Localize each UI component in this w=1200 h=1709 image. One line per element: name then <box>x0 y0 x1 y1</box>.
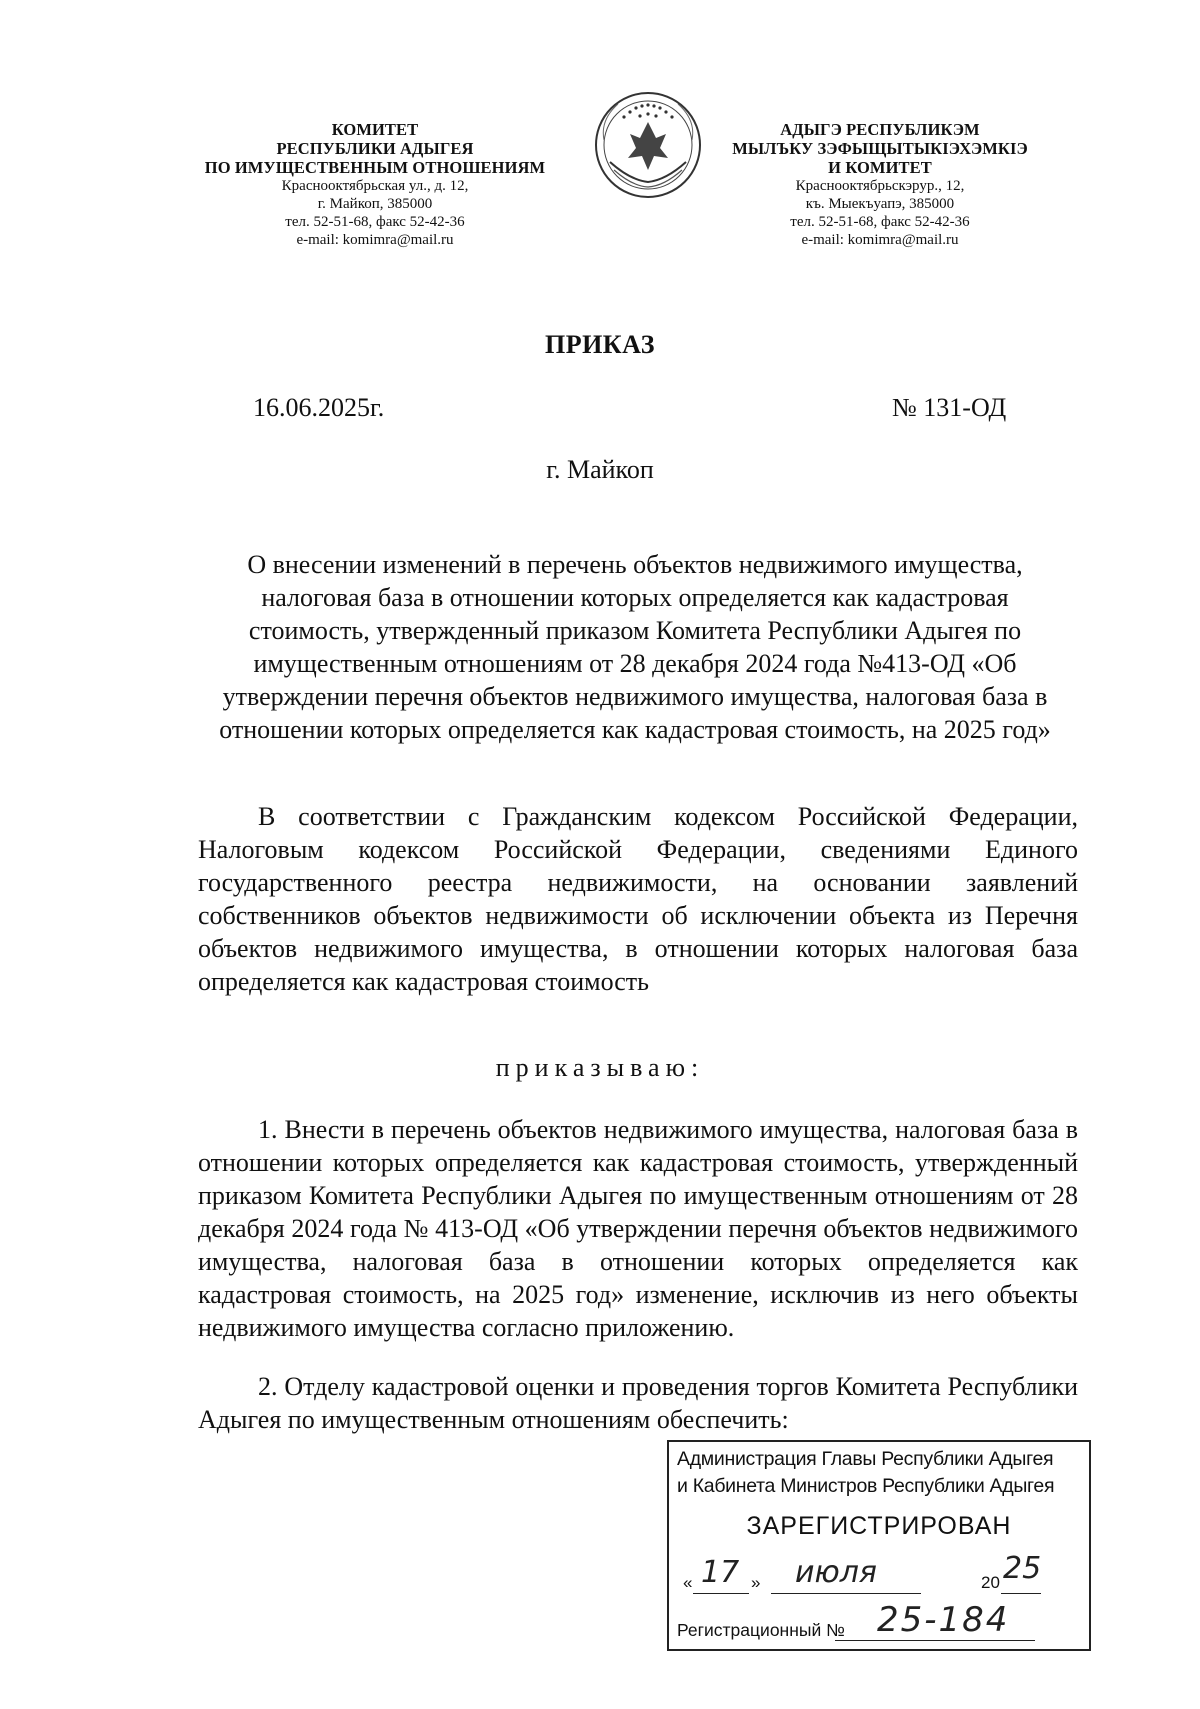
header-left-line2: РЕСПУБЛИКИ АДЫГЕЯ <box>276 139 474 158</box>
registration-stamp <box>667 1440 1091 1651</box>
header-right <box>700 120 1060 249</box>
order-item-1-text: 1. Внести в перечень объектов недвижимого имущества, налоговая база в отношении которых определяется как кадастровая стоимость, утвержденный приказом Комитета Республики Адыгея по имущественным отношениям от 28 декабря 2024 года № 413-ОД «Об утверждении перечня объектов недвижимого имущества, налоговая база в отношении которых определяется как кадастровая стоимость, на 2025 год» изменение, исключив из него объекты недвижимого имущества согласно приложению. <box>198 1115 1078 1342</box>
document-city: г. Майкоп <box>546 455 654 484</box>
header-right-city: къ. Мыекъуапэ, 385000 <box>805 196 955 212</box>
header-left-city: г. Майкоп, 385000 <box>317 196 433 212</box>
subject-line: отношении которых определяется как кадастровая стоимость, на 2025 год» <box>219 715 1051 744</box>
order-item-2-text: 2. Отделу кадастровой оценки и проведения торгов Комитета Республики Адыгея по имущественным отношениям обеспечить: <box>198 1372 1078 1434</box>
stamp-date-line <box>675 1551 1085 1597</box>
document-number: № 131-ОД <box>892 393 1007 422</box>
document-date: 16.06.2025г. <box>253 393 385 422</box>
header-right-email: e-mail: komimra@mail.ru <box>801 232 959 248</box>
stamp-quote-open: « <box>683 1573 693 1592</box>
preamble-paragraph <box>198 800 1078 998</box>
subject-line: О внесении изменений в перечень объектов недвижимого имущества, <box>247 550 1023 579</box>
stamp-year-prefix: 20 <box>981 1573 1000 1592</box>
order-item-1 <box>198 1113 1078 1344</box>
header-right-line1: АДЫГЭ РЕСПУБЛИКЭМ <box>780 120 980 139</box>
header-right-line3: И КОМИТЕТ <box>828 158 932 177</box>
header-right-phone: тел. 52-51-68, факс 52-42-36 <box>790 214 970 230</box>
stamp-line1: Администрация Главы Республики Адыгея <box>677 1448 1054 1470</box>
header-left-line1: КОМИТЕТ <box>331 120 419 139</box>
stamp-quote-close: » <box>751 1573 761 1592</box>
stamp-year-suffix: 25 <box>1003 1551 1042 1586</box>
stamp-month: июля <box>795 1555 877 1590</box>
order-word: приказываю: <box>495 1053 705 1082</box>
header-right-line2: МЫЛЪКУ ЗЭФЫЩЫТЫКIЭХЭМКIЭ <box>732 139 1028 158</box>
stamp-status: ЗАРЕГИСТРИРОВАН <box>746 1512 1012 1540</box>
order-item-2 <box>198 1370 1078 1436</box>
preamble-text: В соответствии с Гражданским кодексом Российской Федерации, Налоговым кодексом Российской Федерации, сведениями Единого государственного реестра недвижимости, на основании заявлений собственников объектов недвижимости об исключении объекта из Перечня объектов недвижимого имущества, в отношении которых налоговая база определяется как кадастровая стоимость <box>198 802 1078 996</box>
header-left-phone: тел. 52-51-68, факс 52-42-36 <box>285 214 465 230</box>
subject-line: налоговая база в отношении которых определяется как кадастровая <box>261 583 1009 612</box>
stamp-line2: и Кабинета Министров Республики Адыгея <box>677 1475 1055 1497</box>
document-subject <box>195 548 1075 746</box>
stamp-registration-line <box>677 1602 1087 1644</box>
header-left-email: e-mail: komimra@mail.ru <box>296 232 454 248</box>
subject-line: утверждении перечня объектов недвижимого имущества, налоговая база в <box>222 682 1048 711</box>
header-left-address: Краснооктябрьская ул., д. 12, <box>281 178 469 194</box>
stamp-reg-number: 25-184 <box>877 1600 1010 1640</box>
subject-line: имущественным отношениям от 28 декабря 2024 года №413-ОД «Об <box>253 649 1017 678</box>
subject-line: стоимость, утвержденный приказом Комитета Республики Адыгея по <box>248 616 1022 645</box>
stamp-reg-label: Регистрационный № <box>677 1620 845 1640</box>
document-title: ПРИКАЗ <box>544 330 656 359</box>
header-left <box>170 120 580 249</box>
header-right-address: Краснооктябрьскэрур., 12, <box>795 178 965 194</box>
header-left-line3: ПО ИМУЩЕСТВЕННЫМ ОТНОШЕНИЯМ <box>204 158 546 177</box>
stamp-day: 17 <box>701 1555 740 1590</box>
